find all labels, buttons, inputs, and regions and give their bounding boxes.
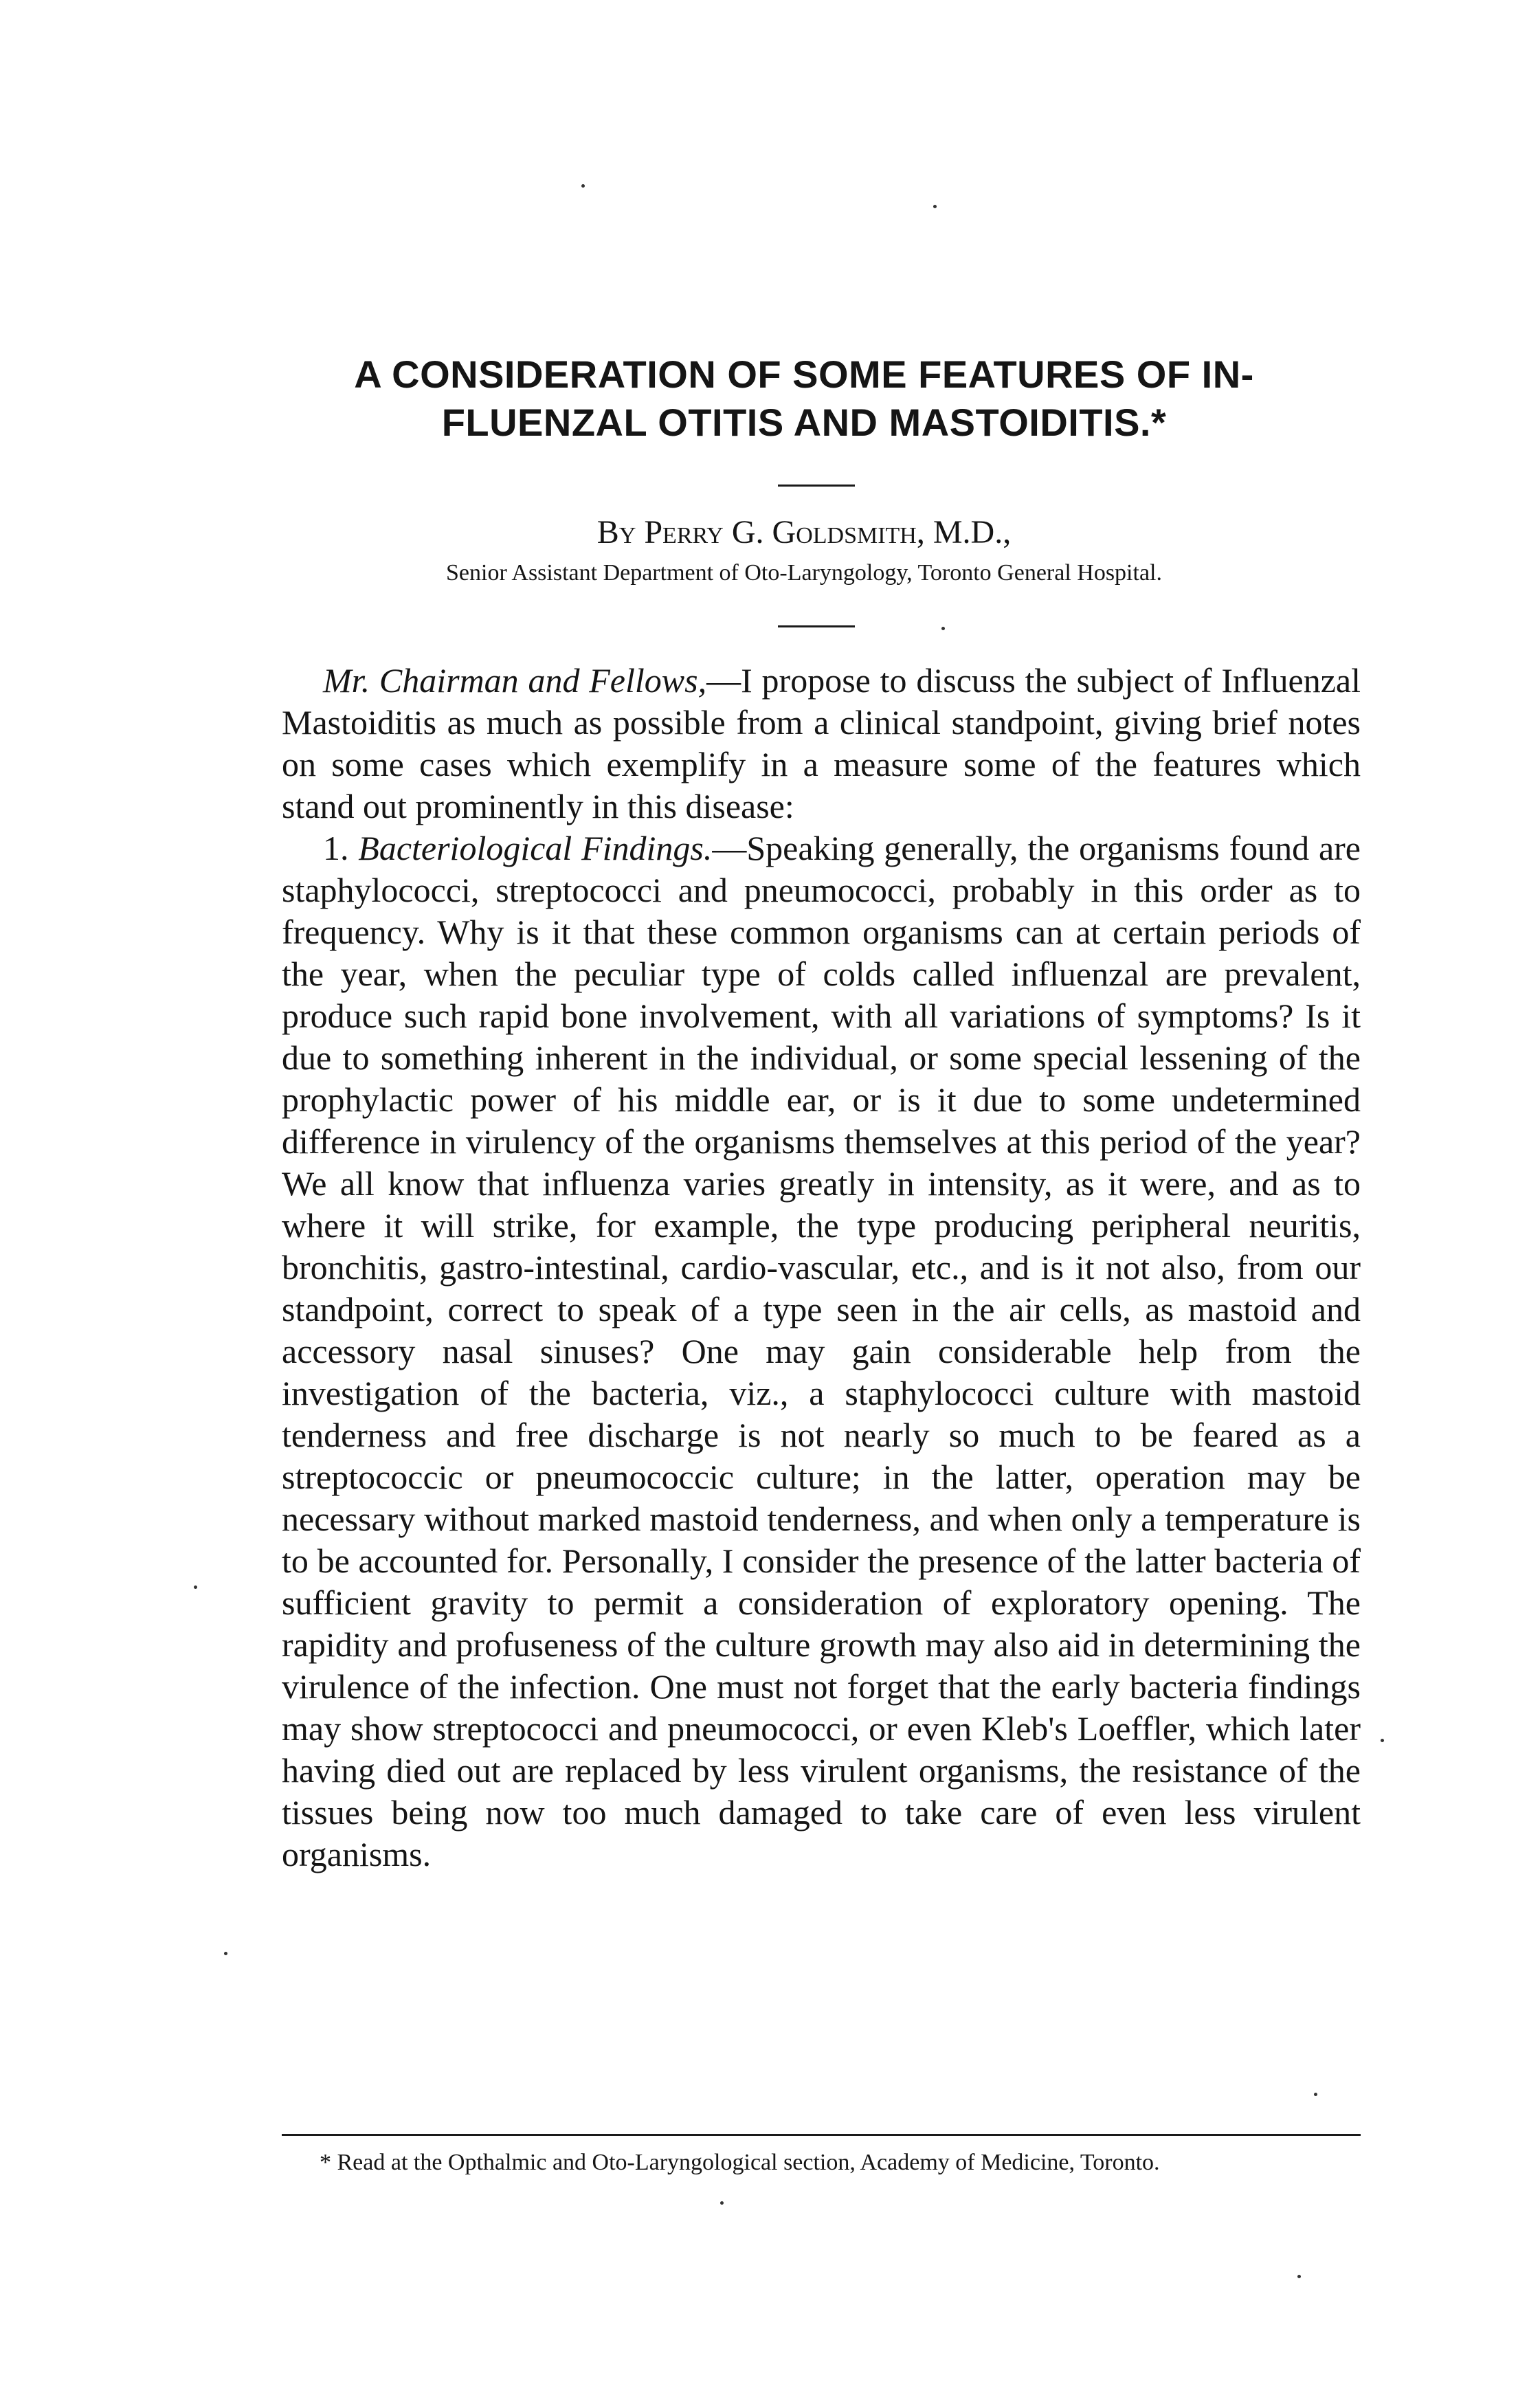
scan-speck xyxy=(194,1585,197,1589)
footnote-divider xyxy=(282,2134,1361,2136)
section-number: 1. xyxy=(323,829,349,867)
opening-text: —I propose to discuss the subject of Influenzal Mastoiditis as much as possible from a clinical standpoint, giving brief notes on some cases which exemplify in a measure some of the features which stand out prominently in this disease: xyxy=(282,661,1361,825)
byline-divider xyxy=(778,625,855,627)
scan-speck xyxy=(720,2201,724,2205)
title-line-2: FLUENZAL OTITIS AND MASTOIDITIS.* xyxy=(441,401,1167,444)
salutation: Mr. Chairman and Fellows, xyxy=(323,661,707,700)
scan-speck xyxy=(1297,2275,1301,2278)
author-byline: By Perry G. Goldsmith, M.D., xyxy=(596,514,1012,550)
scan-speck xyxy=(224,1952,227,1955)
author-affiliation: Senior Assistant Department of Oto-Laryngology, Toronto General Hospital. xyxy=(446,560,1162,586)
article-body xyxy=(282,660,1361,1876)
scan-speck xyxy=(1381,1739,1384,1742)
footnote: * Read at the Opthalmic and Oto-Laryngological section, Academy of Medicine, Toronto. xyxy=(320,2150,1160,2175)
scan-speck xyxy=(941,627,945,630)
title-line-1: A CONSIDERATION OF SOME FEATURES OF IN- xyxy=(354,353,1254,396)
section-heading: Bacteriological Findings. xyxy=(358,829,713,867)
title-divider xyxy=(778,485,855,487)
scan-speck xyxy=(933,205,937,208)
article-title xyxy=(247,350,1361,447)
section-paragraph xyxy=(282,827,1361,1876)
scan-speck xyxy=(581,184,585,188)
opening-paragraph xyxy=(282,660,1361,827)
scan-speck xyxy=(1314,2093,1317,2096)
section-text: —Speaking generally, the organisms found are staphylococci, streptococci and pneumococci, probably in this order as to frequency. Why is it that these common organisms can at certain periods of the year, when the peculiar type of colds called influenzal are prevalent, produce such rapid bone involvement, with all variations of symptoms? Is it due to something inherent in the individual, or some special lessening of the prophylactic power of his middle ear, or is it due to some undetermined difference in virulency of the organisms themselves at this period of the year? We all know that influenza varies greatly in intensity, as it were, and as to where it will strike, for example, the type producing peripheral neuritis, bronchitis, gastro-intestinal, cardio-vascular, etc., and is it not also, from our standpoint, correct to speak of a type seen in the air cells, as mastoid and accessory nasal sinuses? One may gain considerable help from the investigation of the bacteria, viz., a staphylococci culture with mastoid tenderness and free discharge is not nearly so much to be feared as a streptococcic or pneumococcic culture; in the latter, operation may be necessary without marked mastoid tenderness, and when only a temperature is to be accounted for. Personally, I consider the presence of the latter bacteria of sufficient gravity to permit a consideration of exploratory opening. The rapidity and profuseness of the culture growth may also aid in determining the virulence of the infection. One must not forget that the early bacteria findings may show streptococci and pneumococci, or even Kleb's Loeffler, which later having died out are replaced by less virulent organisms, the resistance of the tissues being now too much damaged to take care of even less virulent organisms. xyxy=(282,829,1361,1873)
